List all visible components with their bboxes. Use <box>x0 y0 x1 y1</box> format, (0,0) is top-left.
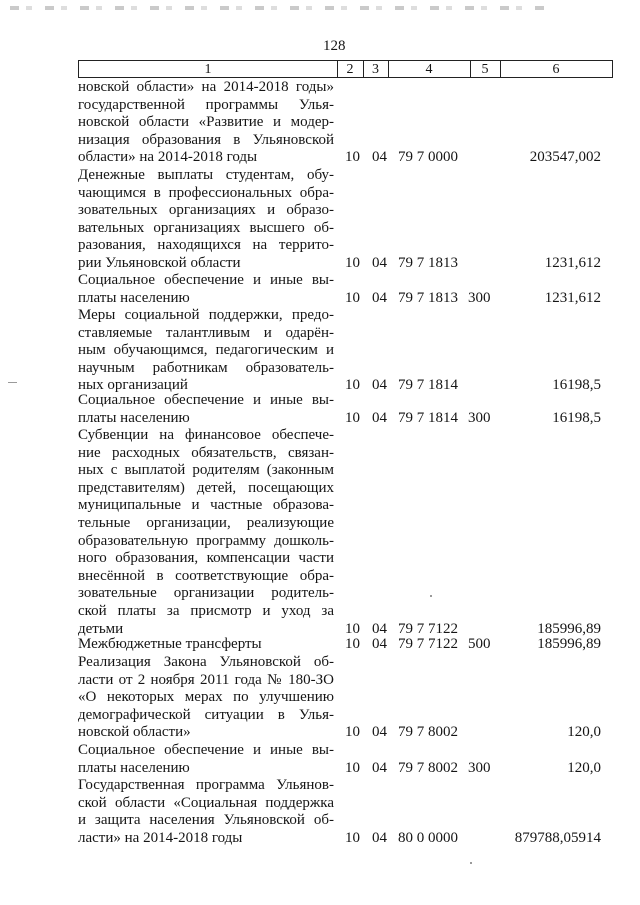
subsection-code: 04 <box>372 620 387 637</box>
column-header-1: 1 <box>79 61 338 78</box>
description-line: низация образования в Ульяновской <box>78 131 334 148</box>
amount-value: 185996,89 <box>537 636 601 652</box>
target-article-code: 80 0 0000 <box>398 829 458 846</box>
scan-mark <box>470 862 472 864</box>
subsection-code: 04 <box>372 829 387 846</box>
expense-type-code: 300 <box>468 289 491 306</box>
target-article-code: 79 7 7122 <box>398 636 458 652</box>
description-line: Социальное обеспечение и иные вы- <box>78 272 334 288</box>
row-description <box>78 427 334 638</box>
description-line: платы населению <box>78 759 190 776</box>
description-line: тельные организации, реализующие <box>78 514 334 531</box>
description-line: ние расходных обязательств, связан- <box>78 444 334 461</box>
description-line: ской платы за присмотр и уход за <box>78 602 334 619</box>
description-line: Денежные выплаты студентам, обу- <box>78 167 334 183</box>
section-code: 10 <box>345 620 360 637</box>
row-description <box>78 654 334 742</box>
row-description <box>78 167 334 273</box>
description-line: Реализация Закона Ульяновской об- <box>78 654 334 670</box>
row-description <box>78 392 334 427</box>
description-line: научным работникам образователь- <box>78 359 334 376</box>
description-line: Социальное обеспечение и иные вы- <box>78 742 334 758</box>
scan-mark <box>430 595 432 597</box>
description-line: ных организаций <box>78 377 188 394</box>
description-line: вательных организациях высшего об- <box>78 219 334 236</box>
description-line: чающимся в профессиональных обра- <box>78 184 334 201</box>
target-article-code: 79 7 1814 <box>398 409 458 426</box>
description-line: ставляемые талантливым и одарён- <box>78 324 334 341</box>
amount-value: 879788,05914 <box>514 829 601 846</box>
subsection-code: 04 <box>372 289 387 306</box>
row-description <box>78 777 334 847</box>
amount-value: 120,0 <box>567 724 601 741</box>
target-article-code: 79 7 8002 <box>398 759 458 776</box>
target-article-code: 79 7 7122 <box>398 620 458 637</box>
description-line: платы населению <box>78 409 190 426</box>
description-line: новской области» <box>78 724 191 741</box>
description-line: внесённой в соответствующие обра- <box>78 567 334 584</box>
page-number: 128 <box>323 38 346 54</box>
subsection-code: 04 <box>372 149 387 166</box>
description-line: зовательных организациях и образо- <box>78 202 334 219</box>
description-line: ласти» на 2014-2018 годы <box>78 829 243 846</box>
expense-type-code: 300 <box>468 759 491 776</box>
description-line: представителям) детей, посещающих <box>78 479 334 496</box>
section-code: 10 <box>345 377 360 394</box>
description-line: ного образования, компенсации части <box>78 550 334 567</box>
row-description <box>78 307 334 395</box>
amount-value: 120,0 <box>567 759 601 776</box>
description-line: новской области «Развитие и модер- <box>78 114 334 131</box>
subsection-code: 04 <box>372 255 387 271</box>
section-code: 10 <box>345 149 360 166</box>
description-line: образовательную программу дошколь- <box>78 532 334 549</box>
description-line: и защита населения Ульяновской об- <box>78 812 334 829</box>
expense-type-code: 500 <box>468 636 491 652</box>
subsection-code: 04 <box>372 409 387 426</box>
amount-value: 185996,89 <box>537 620 601 637</box>
section-code: 10 <box>345 759 360 776</box>
target-article-code: 79 7 1813 <box>398 289 458 306</box>
row-description <box>78 79 334 167</box>
description-line: муниципальные и частные образова- <box>78 497 334 514</box>
target-article-code: 79 7 1814 <box>398 377 458 394</box>
section-code: 10 <box>345 829 360 846</box>
description-line: новской области» на 2014-2018 годы» <box>78 79 334 95</box>
section-code: 10 <box>345 289 360 306</box>
description-line: демографической ситуации в Улья- <box>78 706 334 723</box>
row-description <box>78 636 334 654</box>
expense-type-code: 300 <box>468 409 491 426</box>
description-line: ласти от 2 ноября 2011 года № 180-ЗО <box>78 671 334 688</box>
amount-value: 16198,5 <box>552 409 601 426</box>
description-line: Меры социальной поддержки, предо- <box>78 307 334 323</box>
scan-edge-artifact <box>10 6 550 10</box>
subsection-code: 04 <box>372 377 387 394</box>
section-code: 10 <box>345 409 360 426</box>
row-description <box>78 742 334 777</box>
amount-value: 1231,612 <box>544 255 601 271</box>
section-code: 10 <box>345 636 360 652</box>
amount-value: 16198,5 <box>552 377 601 394</box>
subsection-code: 04 <box>372 724 387 741</box>
column-header-4: 4 <box>388 61 471 78</box>
target-article-code: 79 7 8002 <box>398 724 458 741</box>
section-code: 10 <box>345 255 360 271</box>
column-header-2: 2 <box>337 61 364 78</box>
description-line: разования, находящихся на террито- <box>78 237 334 254</box>
description-line: Государственная программа Ульянов- <box>78 777 334 793</box>
description-line: области» на 2014-2018 годы <box>78 149 258 166</box>
column-header-5: 5 <box>470 61 501 78</box>
section-code: 10 <box>345 724 360 741</box>
amount-value: 203547,002 <box>529 149 601 166</box>
description-line: Социальное обеспечение и иные вы- <box>78 392 334 408</box>
description-line: зовательные организации родитель- <box>78 585 334 602</box>
subsection-code: 04 <box>372 759 387 776</box>
description-line: ных с выплатой родителям (законным <box>78 462 334 479</box>
column-header-6: 6 <box>552 62 560 77</box>
description-line: «О некоторых мерах по улучшению <box>78 689 334 706</box>
description-line: рии Ульяновской области <box>78 254 241 271</box>
table-header <box>78 60 613 78</box>
amount-value: 1231,612 <box>544 289 601 306</box>
description-line: Субвенции на финансовое обеспече- <box>78 427 334 443</box>
description-line: ской области «Социальная поддержка <box>78 794 334 811</box>
description-line: детьми <box>78 620 124 637</box>
description-line: Межбюджетные трансферты <box>78 636 262 652</box>
target-article-code: 79 7 0000 <box>398 149 458 166</box>
description-line: государственной программы Улья- <box>78 96 334 113</box>
description-line: платы населению <box>78 289 190 306</box>
row-description <box>78 272 334 307</box>
column-header-3: 3 <box>363 61 389 78</box>
scan-mark <box>8 382 17 383</box>
target-article-code: 79 7 1813 <box>398 255 458 271</box>
description-line: ным обучающимся, педагогическим и <box>78 342 334 359</box>
subsection-code: 04 <box>372 636 387 652</box>
